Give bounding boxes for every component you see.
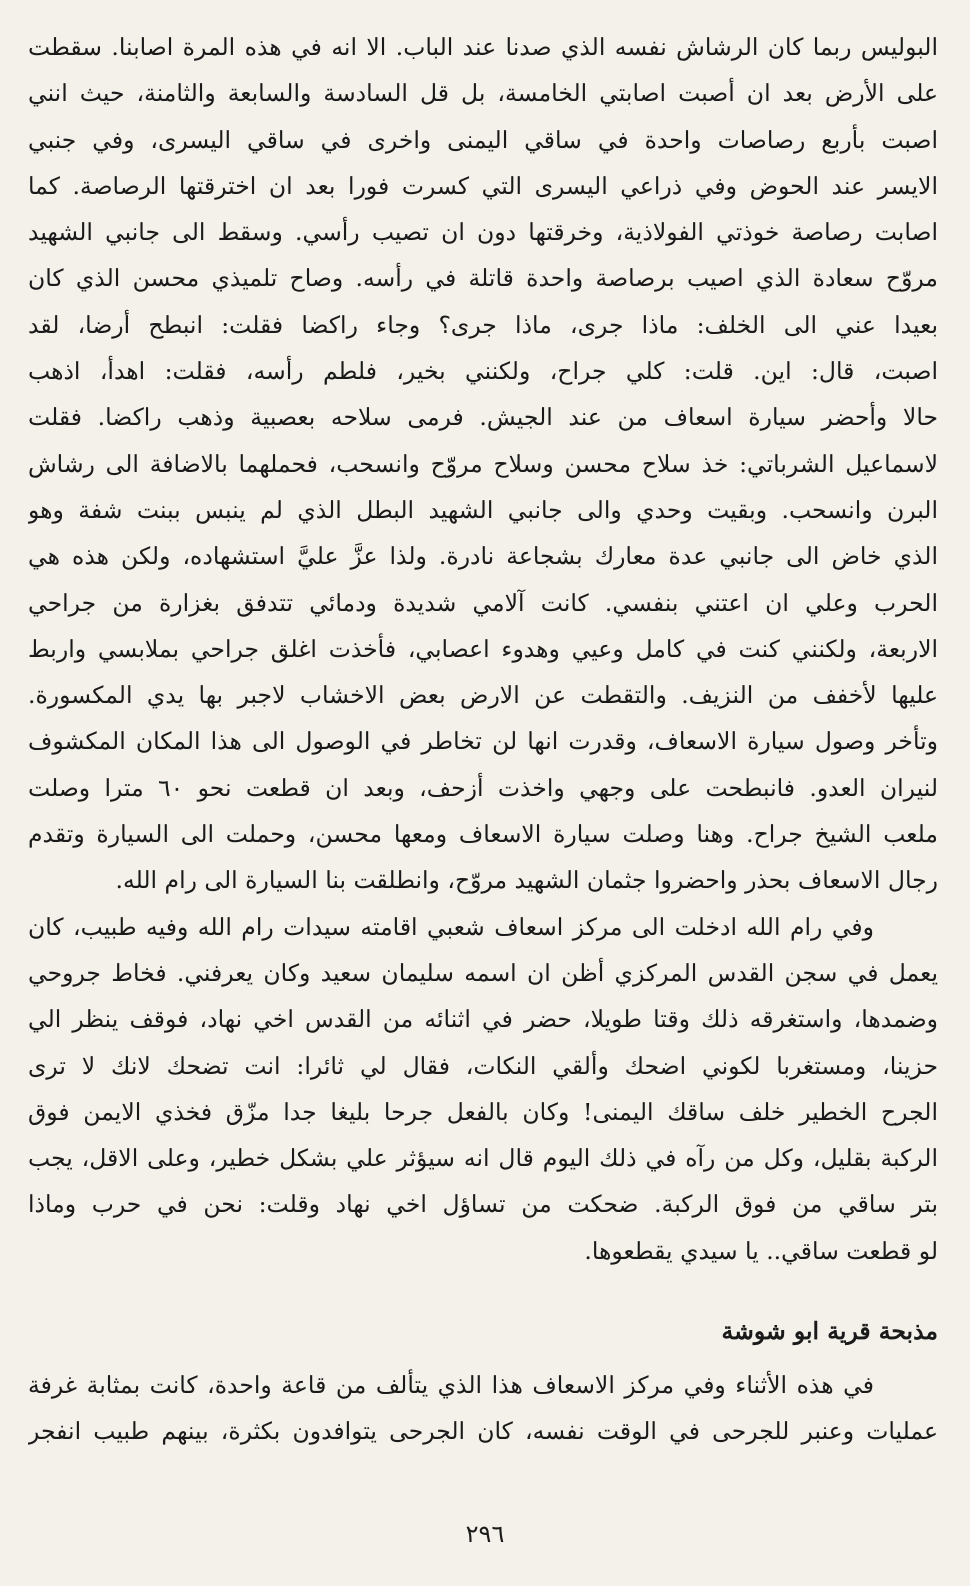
text-line: اصبت، قال: اين. قلت: كلي جراح، ولكنني بخير، فلطم رأسه، فقلت: اهدأ، اذهب — [28, 357, 938, 386]
text-line: رجال الاسعاف بحذر واحضروا جثمان الشهيد مروّح، وانطلقت بنا السيارة الى رام الله. — [115, 866, 938, 895]
text-line: الذي خاض الى جانبي عدة معارك بشجاعة نادرة. ولذا عزَّ عليَّ استشهاده، ولكن هذه هي — [28, 542, 938, 571]
text-line: لنيران العدو. فانبطحت على وجهي واخذت أزحف، وبعد ان قطعت نحو ٦٠ مترا وصلت — [28, 773, 938, 802]
text-line: الاربعة، ولكنني كنت في كامل وعيي وهدوء اعصابي، فأخذت اغلق جراحي بملابسي واربط — [28, 634, 938, 663]
text-line: حزينا، ومستغربا لكوني اضحك وألقي النكات، فقال لي ثائرا: انت تضحك لانك لا ترى — [28, 1051, 938, 1080]
text-line: الجرح الخطير خلف ساقك اليمنى! وكان بالفعل جرحا بليغا جدا مزّق فخذي الايمن فوق — [28, 1097, 938, 1126]
text-line: وضمدها، واستغرقه ذلك وقتا طويلا، حضر في اثنائه من القدس اخي نهاد، فوقف ينظر الي — [28, 1005, 938, 1034]
text-line: الحرب وعلي ان اعتني بنفسي. كانت آلامي شديدة ودمائي تتدفق بغزارة من جراحي — [28, 588, 938, 617]
text-line: على الأرض بعد ان أصبت اصابتي الخامسة، بل قل السادسة والسابعة والثامنة، حيث انني — [28, 79, 938, 108]
section-text — [28, 1362, 938, 1454]
text-line: ملعب الشيخ جراح. وهنا وصلت سيارة الاسعاف ومعها محسن، وحملت الى السيارة وتقدم — [28, 820, 938, 849]
text-line: عمليات وعنبر للجرحى في الوقت نفسه، كان الجرحى يتوافدون بكثرة، بينهم طبيب انفجر — [28, 1417, 938, 1446]
paragraph-start-line: وفي رام الله ادخلت الى مركز اسعاف شعبي اقامته سيدات رام الله وفيه طبيب، كان — [28, 912, 874, 941]
text-line: اصبت بأربع رصاصات واحدة في ساقي اليمنى واخرى في ساقي اليسرى، وفي جنبي — [28, 125, 938, 154]
text-line: البوليس ربما كان الرشاش نفسه الذي صدنا عند الباب. الا انه في هذه المرة اصابنا. سقطت — [28, 33, 938, 61]
text-line: وتأخر وصول سيارة الاسعاف، وقدرت انها لن تخاطر في الوصول الى هذا المكان المكشوف — [28, 727, 938, 756]
text-line: بعيدا عني الى الخلف: ماذا جرى، ماذا جرى؟ وجاء راكضا فقلت: انبطح أرضا، لقد — [28, 310, 938, 339]
text-line: الايسر عند الحوض وفي ذراعي اليسرى التي كسرت فورا بعد ان اخترقتها الرصاصة. كما — [28, 171, 938, 200]
text-line: يعمل في سجن القدس المركزي أظن ان اسمه سليمان سعيد وكان يعرفني. فخاط جروحي — [28, 958, 938, 987]
section-heading: مذبحة قرية ابو شوشة — [721, 1317, 938, 1346]
text-line: مروّح سعادة الذي اصيب برصاصة واحدة قاتلة في رأسه. وصاح تلميذي محسن الذي كان — [28, 264, 938, 293]
paragraph-start-line: في هذه الأثناء وفي مركز الاسعاف هذا الذي يتألف من قاعة واحدة، كانت بمثابة غرفة — [28, 1371, 874, 1400]
text-line: بتر ساقي من فوق الركبة. ضحكت من تساؤل اخي نهاد وقلت: نحن في حرب وماذا — [28, 1190, 938, 1219]
text-line: لو قطعت ساقي.. يا سيدي يقطعوها. — [584, 1236, 938, 1265]
text-line: الركبة بقليل، وكل من رآه في ذلك اليوم قال انه سيؤثر علي بشكل خطير، وعلى الاقل، يجب — [28, 1144, 938, 1173]
text-line: حالا وأحضر سيارة اسعاف من عند الجيش. فرمى سلاحه بعصبية وذهب راكضا. فقلت — [28, 403, 938, 432]
page-number: ٢٩٦ — [465, 1520, 505, 1548]
text-line: اصابت رصاصة خوذتي الفولاذية، وخرقتها دون ان تصيب رأسي. وسقط الى جانبي الشهيد — [28, 218, 938, 247]
text-line: البرن وانسحب. وبقيت وحدي والى جانبي الشهيد البطل الذي لم ينبس ببنت شفة وهو — [28, 495, 938, 524]
text-line: عليها لأخفف من النزيف. والتقطت عن الارض بعض الاخشاب لاجبر بها يدي المكسورة. — [28, 681, 938, 710]
text-line: لاسماعيل الشرباتي: خذ سلاح محسن وسلاح مروّح وانسحب، فحملهما بالاضافة الى رشاش — [28, 449, 938, 478]
main-text — [28, 24, 938, 1274]
